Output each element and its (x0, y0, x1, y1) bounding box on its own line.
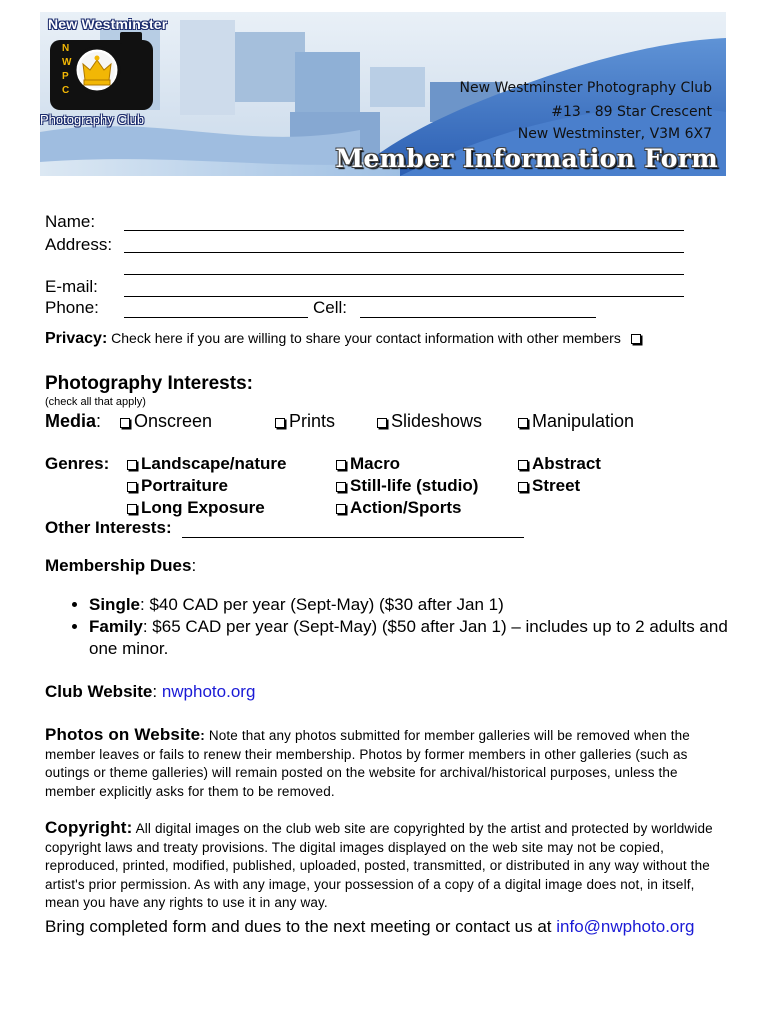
closing-line (45, 917, 694, 937)
media-label: Media (45, 411, 97, 431)
genre-option-label: Long Exposure (141, 498, 265, 517)
interests-heading: Photography Interests: (45, 373, 253, 394)
dues-heading-row: Membership Dues: (45, 556, 197, 575)
genres-label: Genres: (45, 454, 110, 473)
club-subtitle: Photography Club (40, 112, 145, 127)
media-row-label: Media: (45, 411, 102, 431)
dues-text: : $40 CAD per year (Sept-May) ($30 after Jan 1) (140, 595, 504, 614)
privacy-row (45, 330, 645, 348)
logo-letter: N (62, 43, 70, 54)
club-name: New Westminster (48, 16, 168, 32)
address-line: #13 - 89 Star Crescent (551, 104, 712, 120)
website-label: Club Website (45, 682, 153, 701)
checkbox[interactable] (336, 504, 346, 514)
genre-option-label: Abstract (532, 454, 601, 473)
media-option-slideshows[interactable] (377, 411, 482, 432)
address-line: New Westminster Photography Club (459, 80, 712, 96)
logo-letters (62, 42, 74, 98)
other-interests-label: Other Interests (45, 518, 166, 537)
phone-label: Phone: (45, 298, 99, 317)
checkbox[interactable] (336, 482, 346, 492)
cell-label: Cell: (313, 298, 348, 317)
name-label: Name: (45, 212, 96, 231)
logo-letter: P (62, 71, 69, 82)
media-option-label: Slideshows (391, 411, 483, 431)
genre-option-street[interactable] (518, 476, 580, 496)
checkbox[interactable] (120, 418, 130, 428)
other-interests-field[interactable] (182, 537, 524, 538)
genre-option-label: Landscape/nature (141, 454, 287, 473)
genre-option-portraiture[interactable] (127, 476, 228, 496)
genre-option-long-exposure[interactable] (127, 498, 265, 518)
other-interests-row: Other Interests: (45, 518, 172, 537)
checkbox[interactable] (336, 460, 346, 470)
checkbox[interactable] (518, 482, 528, 492)
checkbox[interactable] (377, 418, 387, 428)
genre-option-landscape[interactable] (127, 454, 287, 474)
dues-name: Family (89, 617, 143, 636)
dues-name: Single (89, 595, 141, 614)
checkbox[interactable] (127, 504, 137, 514)
email-label: E-mail: (45, 277, 98, 296)
genre-option-macro[interactable] (336, 454, 400, 474)
list-item (89, 616, 749, 660)
genre-option-label: Macro (350, 454, 401, 473)
list-item (89, 594, 749, 616)
address-field-line-1[interactable] (124, 252, 684, 253)
logo-letter: W (62, 57, 72, 68)
address-line: New Westminster, V3M 6X7 (517, 126, 712, 142)
media-option-manipulation[interactable] (518, 411, 634, 432)
name-field[interactable] (124, 230, 684, 231)
photos-text: Note that any photos submitted for member galleries will be removed when the member leaves or fails to renew their membership. Photos by former members in other galleries (such as outings or theme galleries) will remain posted on the website for archival/historical purposes, unless the member explicitly asks for them to be removed. (45, 728, 690, 799)
checkbox[interactable] (518, 460, 528, 470)
website-link[interactable]: nwphoto.org (161, 682, 256, 701)
genre-option-still-life[interactable] (336, 476, 478, 496)
genre-option-label: Portraiture (141, 476, 228, 495)
checkbox[interactable] (127, 482, 137, 492)
form-title: Member Information Form (335, 144, 718, 173)
media-option-label: Manipulation (532, 411, 635, 431)
checkbox[interactable] (275, 418, 285, 428)
address-label: Address: (45, 235, 113, 254)
copyright-label: Copyright: (45, 818, 133, 837)
dues-list (45, 594, 749, 660)
photos-paragraph: Photos on Website: Note that any photos submitted for member galleries will be removed when the member leaves or fails to renew their membership. Photos by former members in other galleries (such as outings or theme galleries) will remain posted on the website for archival/historical purposes, unless the member explicitly asks for them to be removed. (45, 725, 690, 799)
checkbox[interactable] (127, 460, 137, 470)
cell-field[interactable] (360, 317, 596, 318)
copyright-paragraph (45, 819, 731, 913)
genre-option-label: Still-life (studio) (350, 476, 479, 495)
media-option-label: Prints (289, 411, 336, 431)
media-option-label: Onscreen (134, 411, 213, 431)
logo-letter: C (62, 85, 70, 96)
media-option-onscreen[interactable] (120, 411, 212, 432)
privacy-checkbox[interactable] (631, 334, 641, 344)
email-field[interactable] (124, 296, 684, 297)
address-field-line-2[interactable] (124, 274, 684, 275)
website-row: Club Website: nwphoto.org (45, 682, 256, 701)
interests-note: (check all that apply) (45, 396, 146, 408)
checkbox[interactable] (518, 418, 528, 428)
media-option-prints[interactable] (275, 411, 335, 432)
genre-option-abstract[interactable] (518, 454, 601, 474)
dues-text: : $65 CAD per year (Sept-May) ($50 after Jan 1) – includes up to 2 adults and one minor. (89, 617, 728, 658)
genre-option-label: Street (532, 476, 581, 495)
genre-option-action-sports[interactable] (336, 498, 461, 518)
copyright-text: All digital images on the club web site are copyrighted by the artist and protected by worldwide copyright laws and treaty provisions. The digital images displayed on the web site may not be copied, reproduced, printed, modified, published, uploaded, posted, transmitted, or distributed in any way without the artist's prior permission. As with any image, your possession of a copy of a digital image does not, in itself, mean you have any rights to use it in any way. (45, 821, 713, 910)
dues-heading: Membership Dues (45, 556, 192, 575)
contact-email-link[interactable]: info@nwphoto.org (556, 917, 695, 936)
header-banner (40, 12, 726, 176)
privacy-text: Check here if you are willing to share your contact information with other members (111, 330, 621, 346)
photos-label: Photos on Website (45, 725, 201, 744)
genre-option-label: Action/Sports (350, 498, 462, 517)
closing-text: Bring completed form and dues to the next meeting or contact us at (45, 917, 552, 936)
privacy-label: Privacy: (45, 330, 108, 347)
phone-field[interactable] (124, 317, 308, 318)
